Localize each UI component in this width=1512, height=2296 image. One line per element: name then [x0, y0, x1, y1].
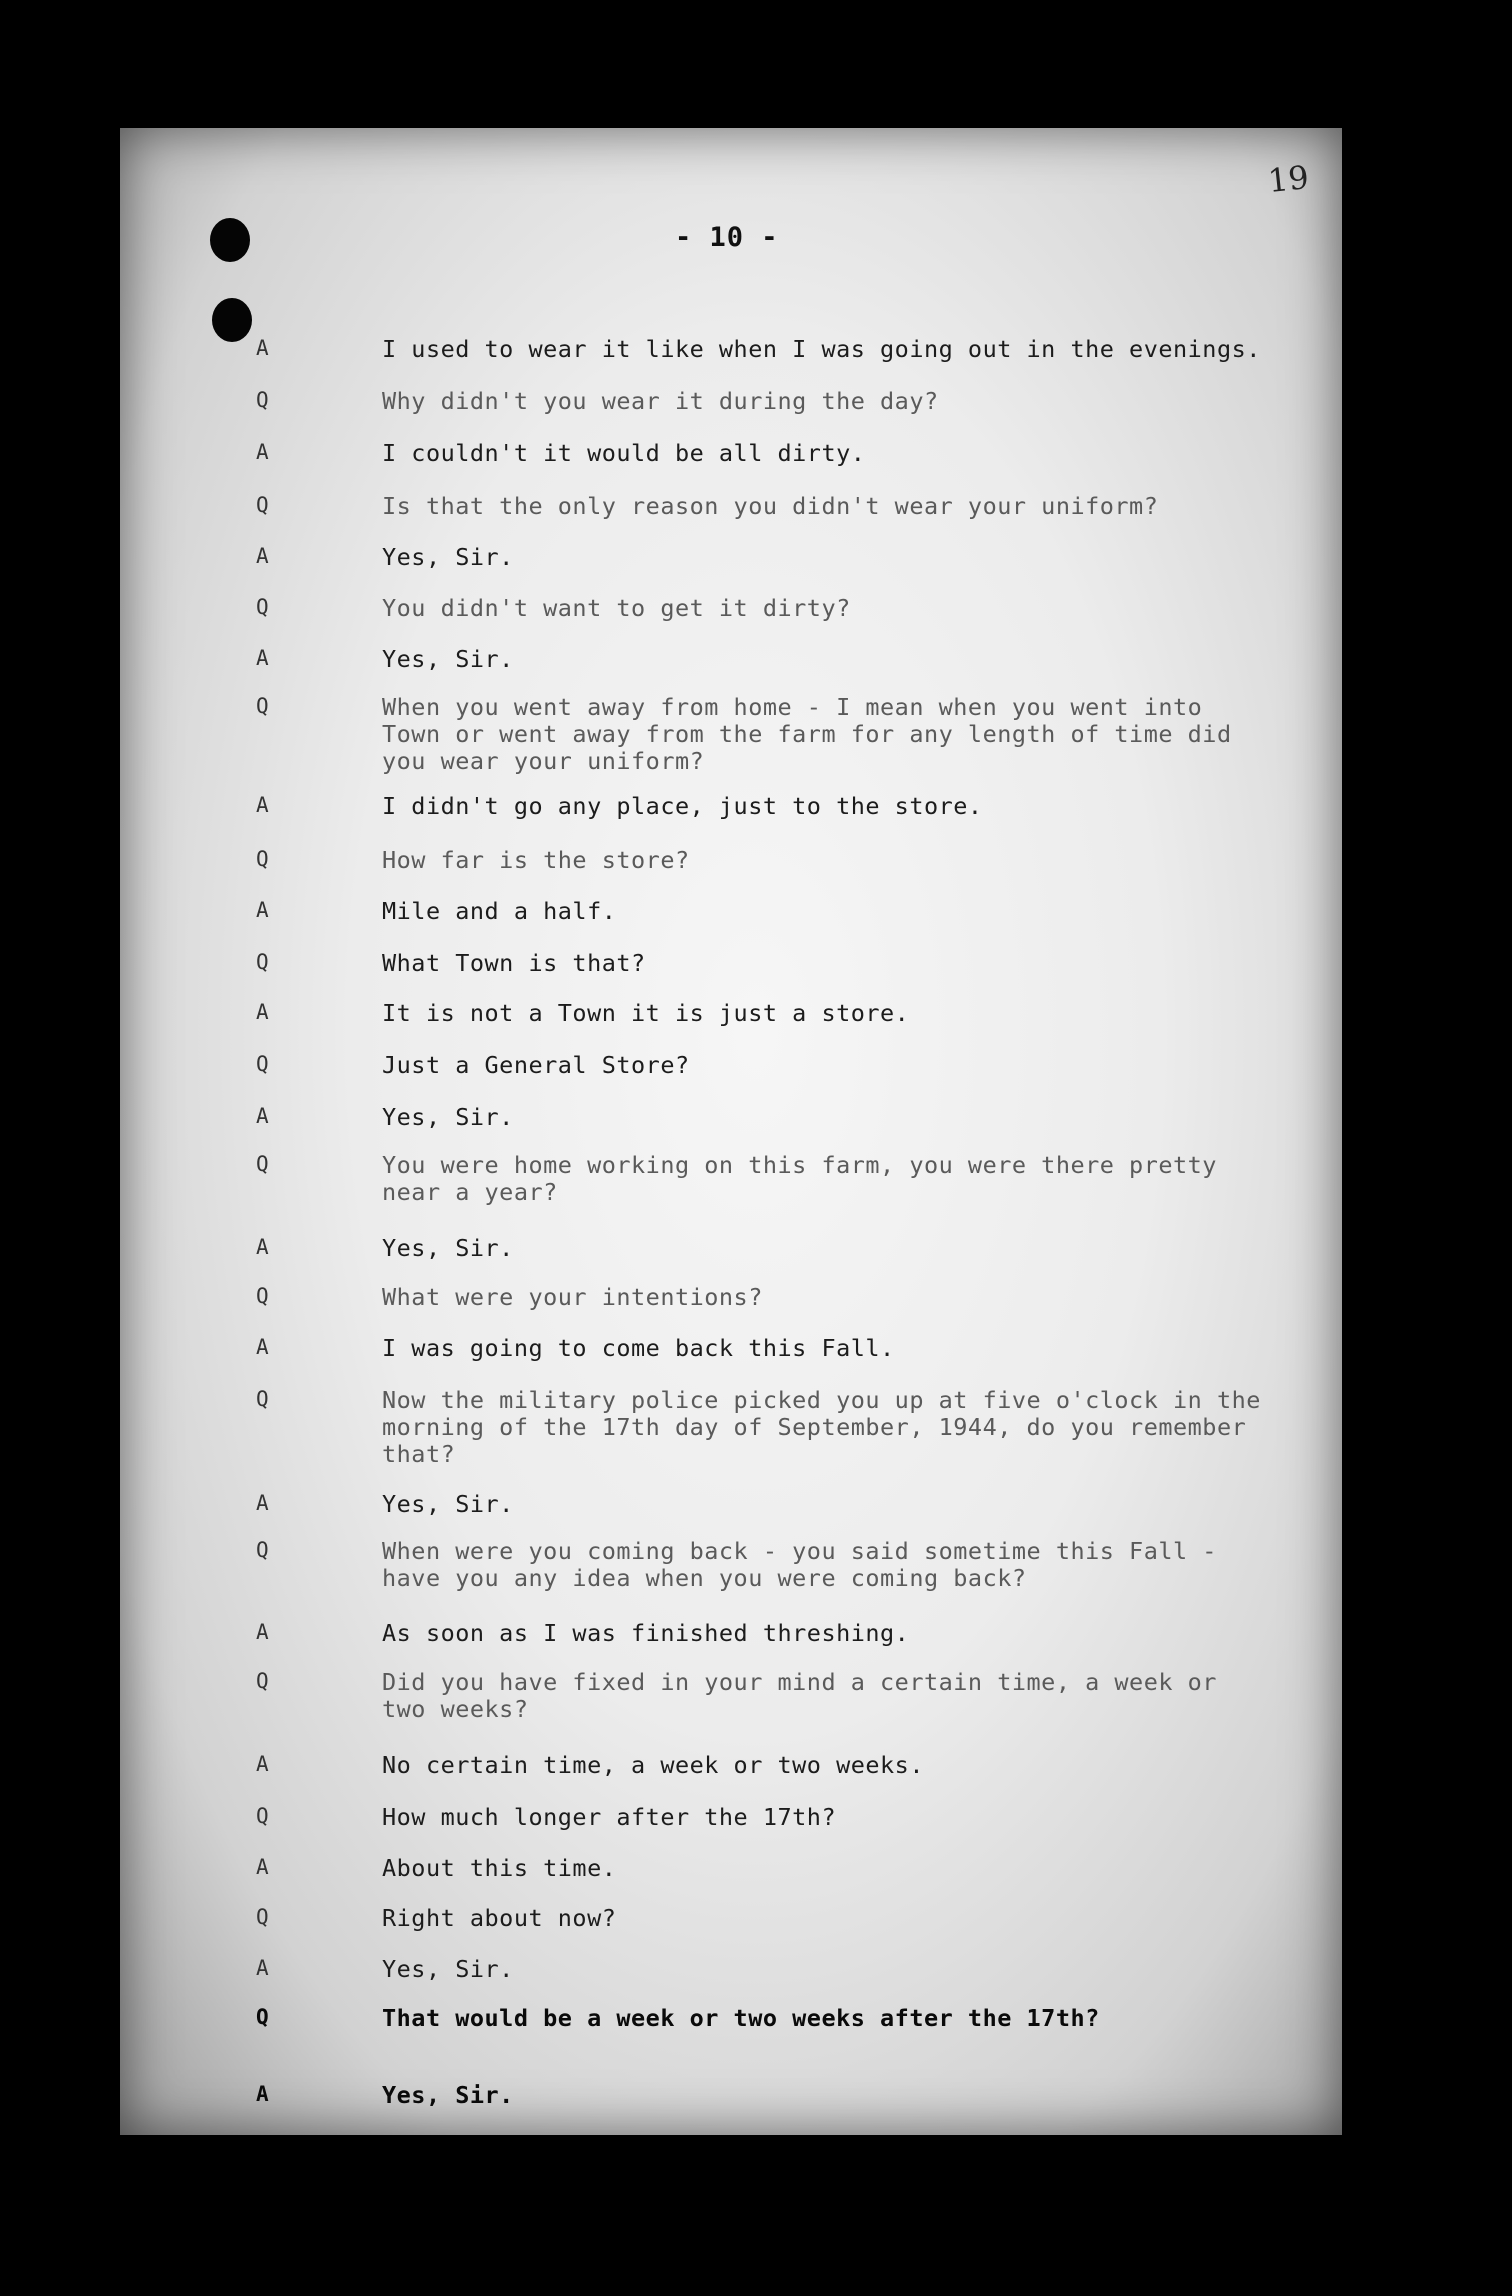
answer-marker: A [256, 1620, 269, 1644]
answer-marker: A [256, 1104, 269, 1128]
question-text: Did you have fixed in your mind a certain time, a week or two weeks? [382, 1668, 1217, 1723]
answer-text: Yes, Sir. [382, 645, 514, 673]
question-marker: Q [256, 2005, 269, 2029]
answer-marker: A [256, 1235, 269, 1259]
answer-text: I was going to come back this Fall. [382, 1334, 895, 1362]
answer-text: I couldn't it would be all dirty. [382, 439, 866, 467]
answer-marker: A [256, 793, 269, 817]
question-text: Now the military police picked you up at five o'clock in the morning of the 17th day of September, 1944, do you remember that? [382, 1386, 1261, 1468]
answer-marker: A [256, 440, 269, 464]
question-marker: Q [256, 388, 269, 412]
question-marker: Q [256, 595, 269, 619]
question-marker: Q [256, 1387, 269, 1411]
answer-marker: A [256, 1956, 269, 1980]
question-marker: Q [256, 1538, 269, 1562]
answer-text: Yes, Sir. [382, 2081, 514, 2109]
answer-text: I didn't go any place, just to the store. [382, 792, 983, 820]
answer-text: Yes, Sir. [382, 1955, 514, 1983]
answer-marker: A [256, 1000, 269, 1024]
question-marker: Q [256, 1052, 269, 1076]
question-marker: Q [256, 694, 269, 718]
answer-text: About this time. [382, 1854, 617, 1882]
answer-marker: A [256, 1752, 269, 1776]
question-text: How far is the store? [382, 846, 690, 874]
question-text: What were your intentions? [382, 1283, 763, 1311]
question-marker: Q [256, 1804, 269, 1828]
question-text: Right about now? [382, 1904, 617, 1932]
answer-text: It is not a Town it is just a store. [382, 999, 910, 1027]
answer-text: Yes, Sir. [382, 1234, 514, 1262]
question-marker: Q [256, 847, 269, 871]
answer-marker: A [256, 336, 269, 360]
question-marker: Q [256, 493, 269, 517]
question-text: That would be a week or two weeks after the 17th? [382, 2004, 1100, 2032]
answer-text: I used to wear it like when I was going out in the evenings. [382, 335, 1261, 363]
question-text: What Town is that? [382, 949, 646, 977]
folio-number: 19 [1266, 157, 1311, 201]
question-marker: Q [256, 950, 269, 974]
question-text: Why didn't you wear it during the day? [382, 387, 939, 415]
page-number: - 10 - [675, 222, 779, 253]
question-text: How much longer after the 17th? [382, 1803, 837, 1831]
answer-text: Mile and a half. [382, 897, 617, 925]
answer-text: Yes, Sir. [382, 543, 514, 571]
question-marker: Q [256, 1152, 269, 1176]
answer-text: No certain time, a week or two weeks. [382, 1751, 924, 1779]
question-text: When you went away from home - I mean when you went into Town or went away from the farm for any length of time did you wear your uniform? [382, 693, 1232, 775]
answer-marker: A [256, 544, 269, 568]
answer-marker: A [256, 898, 269, 922]
question-text: You were home working on this farm, you were there pretty near a year? [382, 1151, 1217, 1206]
answer-text: As soon as I was finished threshing. [382, 1619, 910, 1647]
answer-marker: A [256, 646, 269, 670]
answer-text: Yes, Sir. [382, 1490, 514, 1518]
question-text: You didn't want to get it dirty? [382, 594, 851, 622]
answer-marker: A [256, 1335, 269, 1359]
answer-marker: A [256, 1855, 269, 1879]
question-marker: Q [256, 1669, 269, 1693]
question-marker: Q [256, 1284, 269, 1308]
answer-marker: A [256, 1491, 269, 1515]
question-text: Just a General Store? [382, 1051, 690, 1079]
question-text: When were you coming back - you said sometime this Fall - have you any idea when you were coming back? [382, 1537, 1217, 1592]
question-marker: Q [256, 1905, 269, 1929]
answer-marker: A [256, 2082, 269, 2106]
question-text: Is that the only reason you didn't wear your uniform? [382, 492, 1159, 520]
answer-text: Yes, Sir. [382, 1103, 514, 1131]
